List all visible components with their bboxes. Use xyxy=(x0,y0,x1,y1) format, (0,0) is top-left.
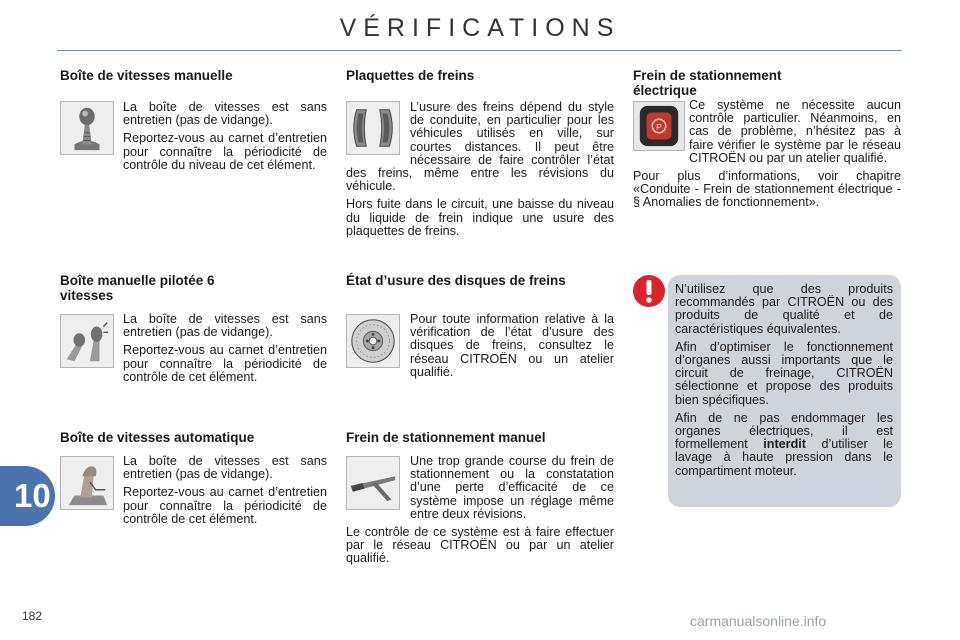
brake-pads-icon-float xyxy=(346,101,410,157)
page-title: VÉRIFICATIONS xyxy=(339,14,621,42)
brake-discs-text xyxy=(410,313,614,384)
warning-paragraph xyxy=(675,412,893,478)
brake-pads-paragraph xyxy=(346,101,614,193)
svg-text:P: P xyxy=(656,121,662,132)
automatic-gearbox-paragraph: Reportez-vous au carnet d’entretien pour connaître la périodicité de contrôle de cet élément. xyxy=(123,485,327,526)
automatic-gearbox-text xyxy=(123,455,327,531)
watermark: carmanualsonline.info xyxy=(690,613,827,629)
section-title-manual-parking-brake: Frein de stationnement manuel xyxy=(346,430,546,445)
manual-parking-brake-paragraph-text: Une trop grande course du frein de stationnement ou la constatation d’une perte d’efficacité de ce système impose un réglage même entre deux révisions. xyxy=(410,454,614,521)
manual-gearbox-paragraph: Reportez-vous au carnet d’entretien pour connaître la périodicité de contrôle du niveau de cet élément. xyxy=(123,131,327,172)
brake-discs-paragraph: Pour toute information relative à la vérification de l’état d’usure des disques de freins, consultez le réseau CITROËN ou un atelier qualifié. xyxy=(410,312,614,379)
chapter-number: 10 xyxy=(14,477,51,514)
warning-paragraph: N’utilisez que des produits recommandés par CITROËN ou des produits de qualité et de caractéristiques équivalentes. xyxy=(675,282,893,336)
manual-parking-brake-paragraph: Le contrôle de ce système est à faire effectuer par le réseau CITROËN ou par un atelier qualifié. xyxy=(346,525,614,566)
warning-text-before: Afin de ne pas endommager les organes électriques, il est formellement xyxy=(675,410,893,452)
warning-text-after: d’utiliser le lavage à haute pression dans le compartiment moteur. xyxy=(675,437,893,478)
warning-paragraph: Afin d’optimiser le fonctionnement d’organes aussi importants que le circuit de freinage, CITROËN sélectionne et propose des produits bien spécifiques. xyxy=(675,339,893,407)
piloted-gear-lever-icon xyxy=(60,314,114,368)
title-divider xyxy=(57,50,902,51)
brake-pads-text xyxy=(346,101,614,243)
warning-text xyxy=(675,283,893,478)
exclamation-warning-icon xyxy=(632,274,666,308)
section-title-manual-gearbox: Boîte de vitesses manuelle xyxy=(60,68,233,83)
handbrake-icon-float xyxy=(346,455,410,511)
section-title-electric-parking-brake: Frein de stationnement électrique xyxy=(633,68,782,98)
piloted-gearbox-paragraph: Reportez-vous au carnet d’entretien pour connaître la périodicité de contrôle de cet élément. xyxy=(123,343,327,384)
electric-parking-brake-paragraph: Pour plus d’informations, voir chapitre «Conduite - Frein de stationnement électrique - § Anomalies de fonctionnement». xyxy=(633,169,901,210)
warning-text-bold: interdit xyxy=(763,437,806,452)
automatic-gearbox-paragraph: La boîte de vitesses est sans entretien (pas de vidange). xyxy=(123,454,327,482)
electric-parking-brake-paragraph-text: Ce système ne nécessite aucun contrôle particulier. Néanmoins, en cas de problème, n’hésitez pas à faire vérifier le système par le réseau CITROËN ou par un atelier qualifié. xyxy=(689,98,901,165)
brake-disc-icon xyxy=(346,314,400,368)
brake-pads-paragraph-text: L’usure des freins dépend du style de conduite, en particulier pour les véhicules utilisés en ville, sur courtes distances. Il peut être nécessaire de faire contrôler l’état des freins, même entre les révisions du véhicule. xyxy=(346,100,614,194)
electric-parking-brake-text xyxy=(633,99,901,215)
section-title-automatic-gearbox: Boîte de vitesses automatique xyxy=(60,430,255,445)
electric-brake-icon-float xyxy=(633,99,689,153)
section-title-piloted-gearbox: Boîte manuelle pilotée 6 vitesses xyxy=(60,273,215,303)
automatic-gear-lever-icon xyxy=(60,456,114,510)
warning-box xyxy=(668,275,901,507)
piloted-gearbox-paragraph: La boîte de vitesses est sans entretien (pas de vidange). xyxy=(123,312,327,340)
electric-parking-brake-paragraph xyxy=(633,99,901,165)
manual-parking-brake-text xyxy=(346,455,614,571)
manual-gear-lever-icon xyxy=(60,101,114,155)
manual-gearbox-text xyxy=(123,101,327,177)
brake-pads-paragraph: Hors fuite dans le circuit, une baisse du niveau du liquide de frein indique une usure des plaquettes de freins. xyxy=(346,197,614,238)
section-title-brake-pads: Plaquettes de freins xyxy=(346,68,475,83)
section-title-brake-discs: État d’usure des disques de freins xyxy=(346,273,566,288)
page-number: 182 xyxy=(22,609,43,623)
manual-gearbox-paragraph: La boîte de vitesses est sans entretien (pas de vidange). xyxy=(123,100,327,128)
manual-parking-brake-paragraph xyxy=(346,455,614,521)
piloted-gearbox-text xyxy=(123,313,327,389)
